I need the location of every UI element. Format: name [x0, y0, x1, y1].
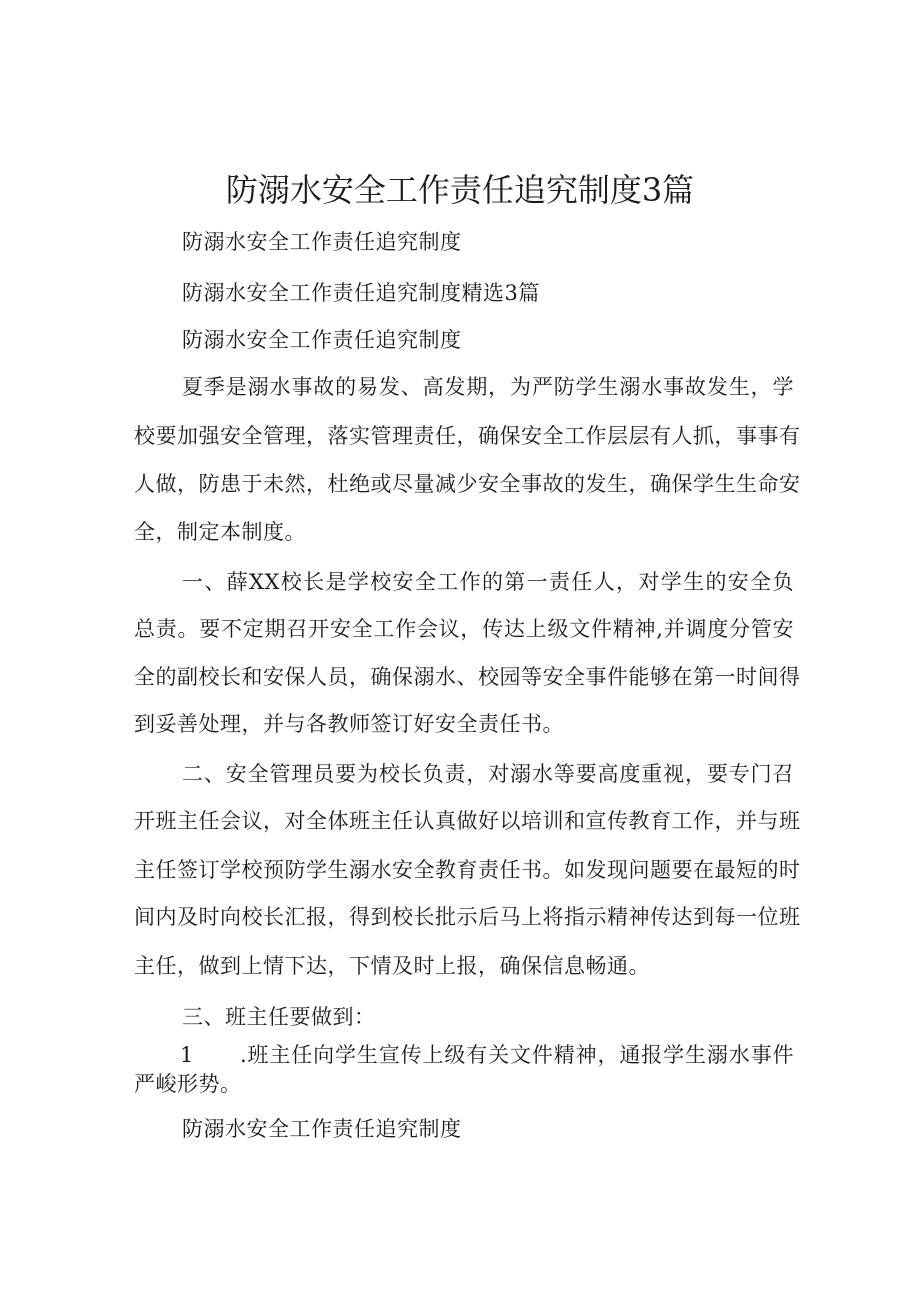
paragraph-line: 总责。要不定期召开安全工作会议，传达上级文件精神,并调度分管安: [134, 617, 794, 641]
paragraph-line: 一、薛XX校长是学校安全工作的第一责任人，对学生的安全负: [182, 570, 794, 594]
section-heading: 防溺水安全工作责任追究制度精选3篇: [182, 281, 540, 305]
document-title: 防溺水安全工作责任追究制度3篇: [225, 171, 695, 209]
paragraph-line: 夏季是溺水事故的易发、高发期，为严防学生溺水事故发生，学: [182, 375, 794, 399]
paragraph-line: 校要加强安全管理，落实管理责任，确保安全工作层层有人抓，事事有: [134, 424, 801, 448]
list-item-text: .班主任向学生宣传上级有关文件精神，通报学生溺水事件: [240, 1043, 794, 1067]
paragraph-line: 人做，防患于未然，杜绝或尽量减少安全事故的发生，确保学生生命安: [134, 472, 801, 496]
paragraph-line: 到妥善处理，并与各教师签订好安全责任书。: [134, 712, 564, 736]
list-item-text: 严峻形势。: [134, 1072, 242, 1096]
paragraph-line: 开班主任会议，对全体班主任认真做好以培训和宣传教育工作，并与班: [134, 809, 801, 833]
paragraph-line: 二、安全管理员要为校长负责，对溺水等要高度重视，要专门召: [182, 762, 794, 786]
paragraph-line: 全，制定本制度。: [134, 520, 306, 544]
section-heading: 防溺水安全工作责任追究制度: [182, 328, 462, 352]
section-heading: 防溺水安全工作责任追究制度: [182, 1117, 462, 1141]
paragraph-line: 主任签订学校预防学生溺水安全教育责任书。如发现问题要在最短的时: [134, 858, 801, 882]
section-heading: 防溺水安全工作责任追究制度: [182, 230, 462, 254]
list-item-number: 1: [180, 1043, 194, 1067]
paragraph-line: 全的副校长和安保人员，确保溺水、校园等安全事件能够在第一时间得: [134, 665, 801, 689]
paragraph-line: 间内及时向校长汇报，得到校长批示后马上将指示精神传达到每一位班: [134, 905, 801, 929]
section-heading: 三、班主任要做到：: [182, 1005, 376, 1029]
paragraph-line: 主任，做到上情下达，下情及时上报，确保信息畅通。: [134, 954, 650, 978]
